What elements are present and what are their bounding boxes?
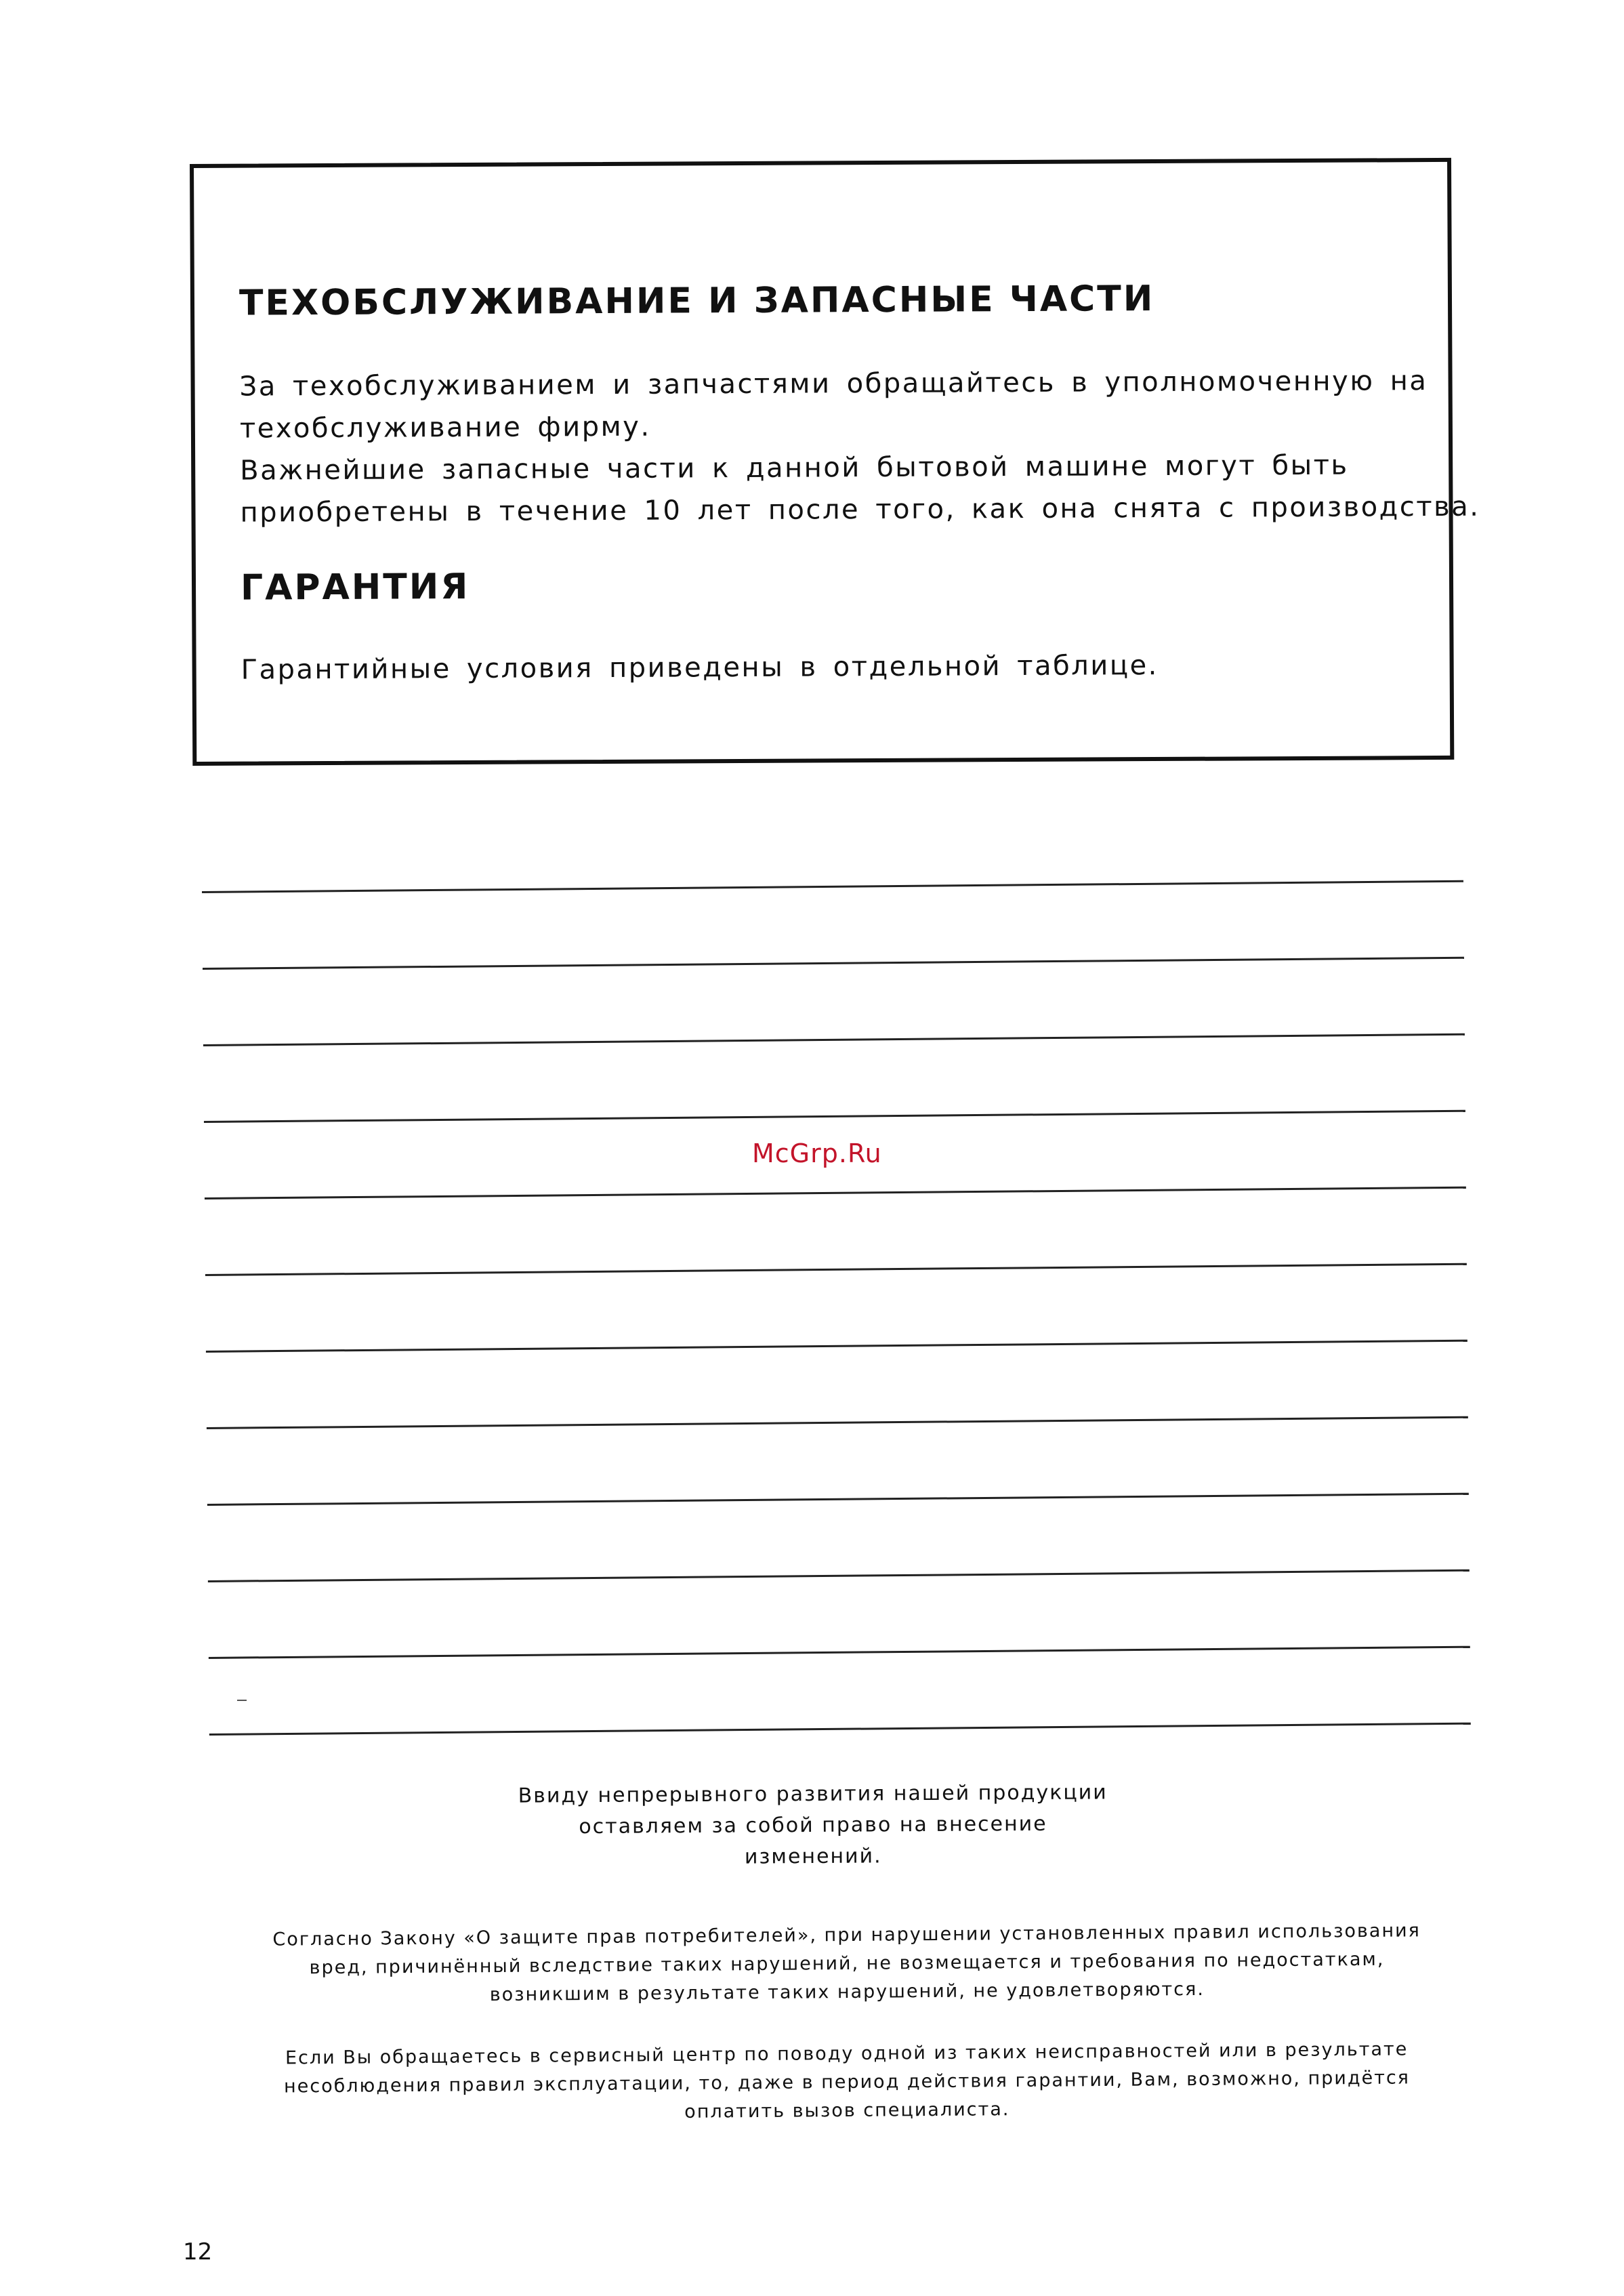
service-call-paragraph bbox=[203, 2035, 1491, 2131]
changes-notice bbox=[474, 1777, 1152, 1874]
service-warranty-box bbox=[190, 158, 1480, 766]
service-line: За техобслуживанием и запчастями обращайтесь в уполномоченную на bbox=[239, 365, 1428, 403]
note-line bbox=[205, 1187, 1466, 1200]
service-line: Важнейшие запасные части к данной бытовой машине могут быть bbox=[240, 449, 1349, 487]
legal-line: вред, причинённый вследствие таких нарушений, не возмещается и требования по недостаткам, bbox=[309, 1948, 1385, 1979]
warranty-text: Гарантийные условия приведены в отдельной таблице. bbox=[241, 650, 1159, 686]
legal-line: Согласно Закону «О защите прав потребителей», при нарушении установленных правил использования bbox=[272, 1920, 1421, 1950]
service-paragraph bbox=[239, 360, 1480, 534]
note-line bbox=[204, 1110, 1465, 1123]
notice-line: Ввиду непрерывного развития нашей продукции bbox=[518, 1780, 1108, 1808]
legal-line: оплатить вызов специалиста. bbox=[684, 2099, 1010, 2123]
consumer-law-paragraph bbox=[203, 1916, 1491, 2012]
note-line bbox=[206, 1340, 1467, 1353]
legal-line: Если Вы обращаетесь в сервисный центр по поводу одной из таких неисправностей или в результате bbox=[285, 2038, 1409, 2069]
service-line: техобслуживание фирму. bbox=[239, 411, 651, 445]
service-heading: ТЕХОБСЛУЖИВАНИЕ И ЗАПАСНЫЕ ЧАСТИ bbox=[238, 279, 1155, 324]
page-number: 12 bbox=[183, 2238, 213, 2266]
notice-line: оставляем за собой право на внесение bbox=[579, 1811, 1047, 1839]
note-line bbox=[203, 957, 1464, 970]
note-line bbox=[208, 1570, 1470, 1582]
notes-lines bbox=[202, 880, 1471, 1786]
service-line: приобретены в течение 10 лет после того, как она снята с производства. bbox=[240, 491, 1480, 529]
note-line bbox=[203, 1033, 1465, 1046]
note-line bbox=[209, 1723, 1471, 1736]
warranty-paragraph bbox=[241, 644, 1158, 691]
legal-line: возникшим в результате таких нарушений, не удовлетворяются. bbox=[489, 1978, 1205, 2006]
notice-line: изменений. bbox=[744, 1844, 882, 1869]
note-line bbox=[205, 1263, 1467, 1276]
note-line bbox=[207, 1416, 1468, 1429]
note-line bbox=[202, 880, 1463, 893]
stray-mark bbox=[237, 1700, 247, 1701]
legal-line: несоблюдения правил эксплуатации, то, даже в период действия гарантии, Вам, возможно, придётся bbox=[283, 2067, 1411, 2097]
watermark: McGrp.Ru bbox=[752, 1139, 882, 1168]
warranty-heading: ГАРАНТИЯ bbox=[240, 566, 470, 609]
note-line bbox=[209, 1646, 1470, 1659]
note-line bbox=[207, 1493, 1469, 1506]
